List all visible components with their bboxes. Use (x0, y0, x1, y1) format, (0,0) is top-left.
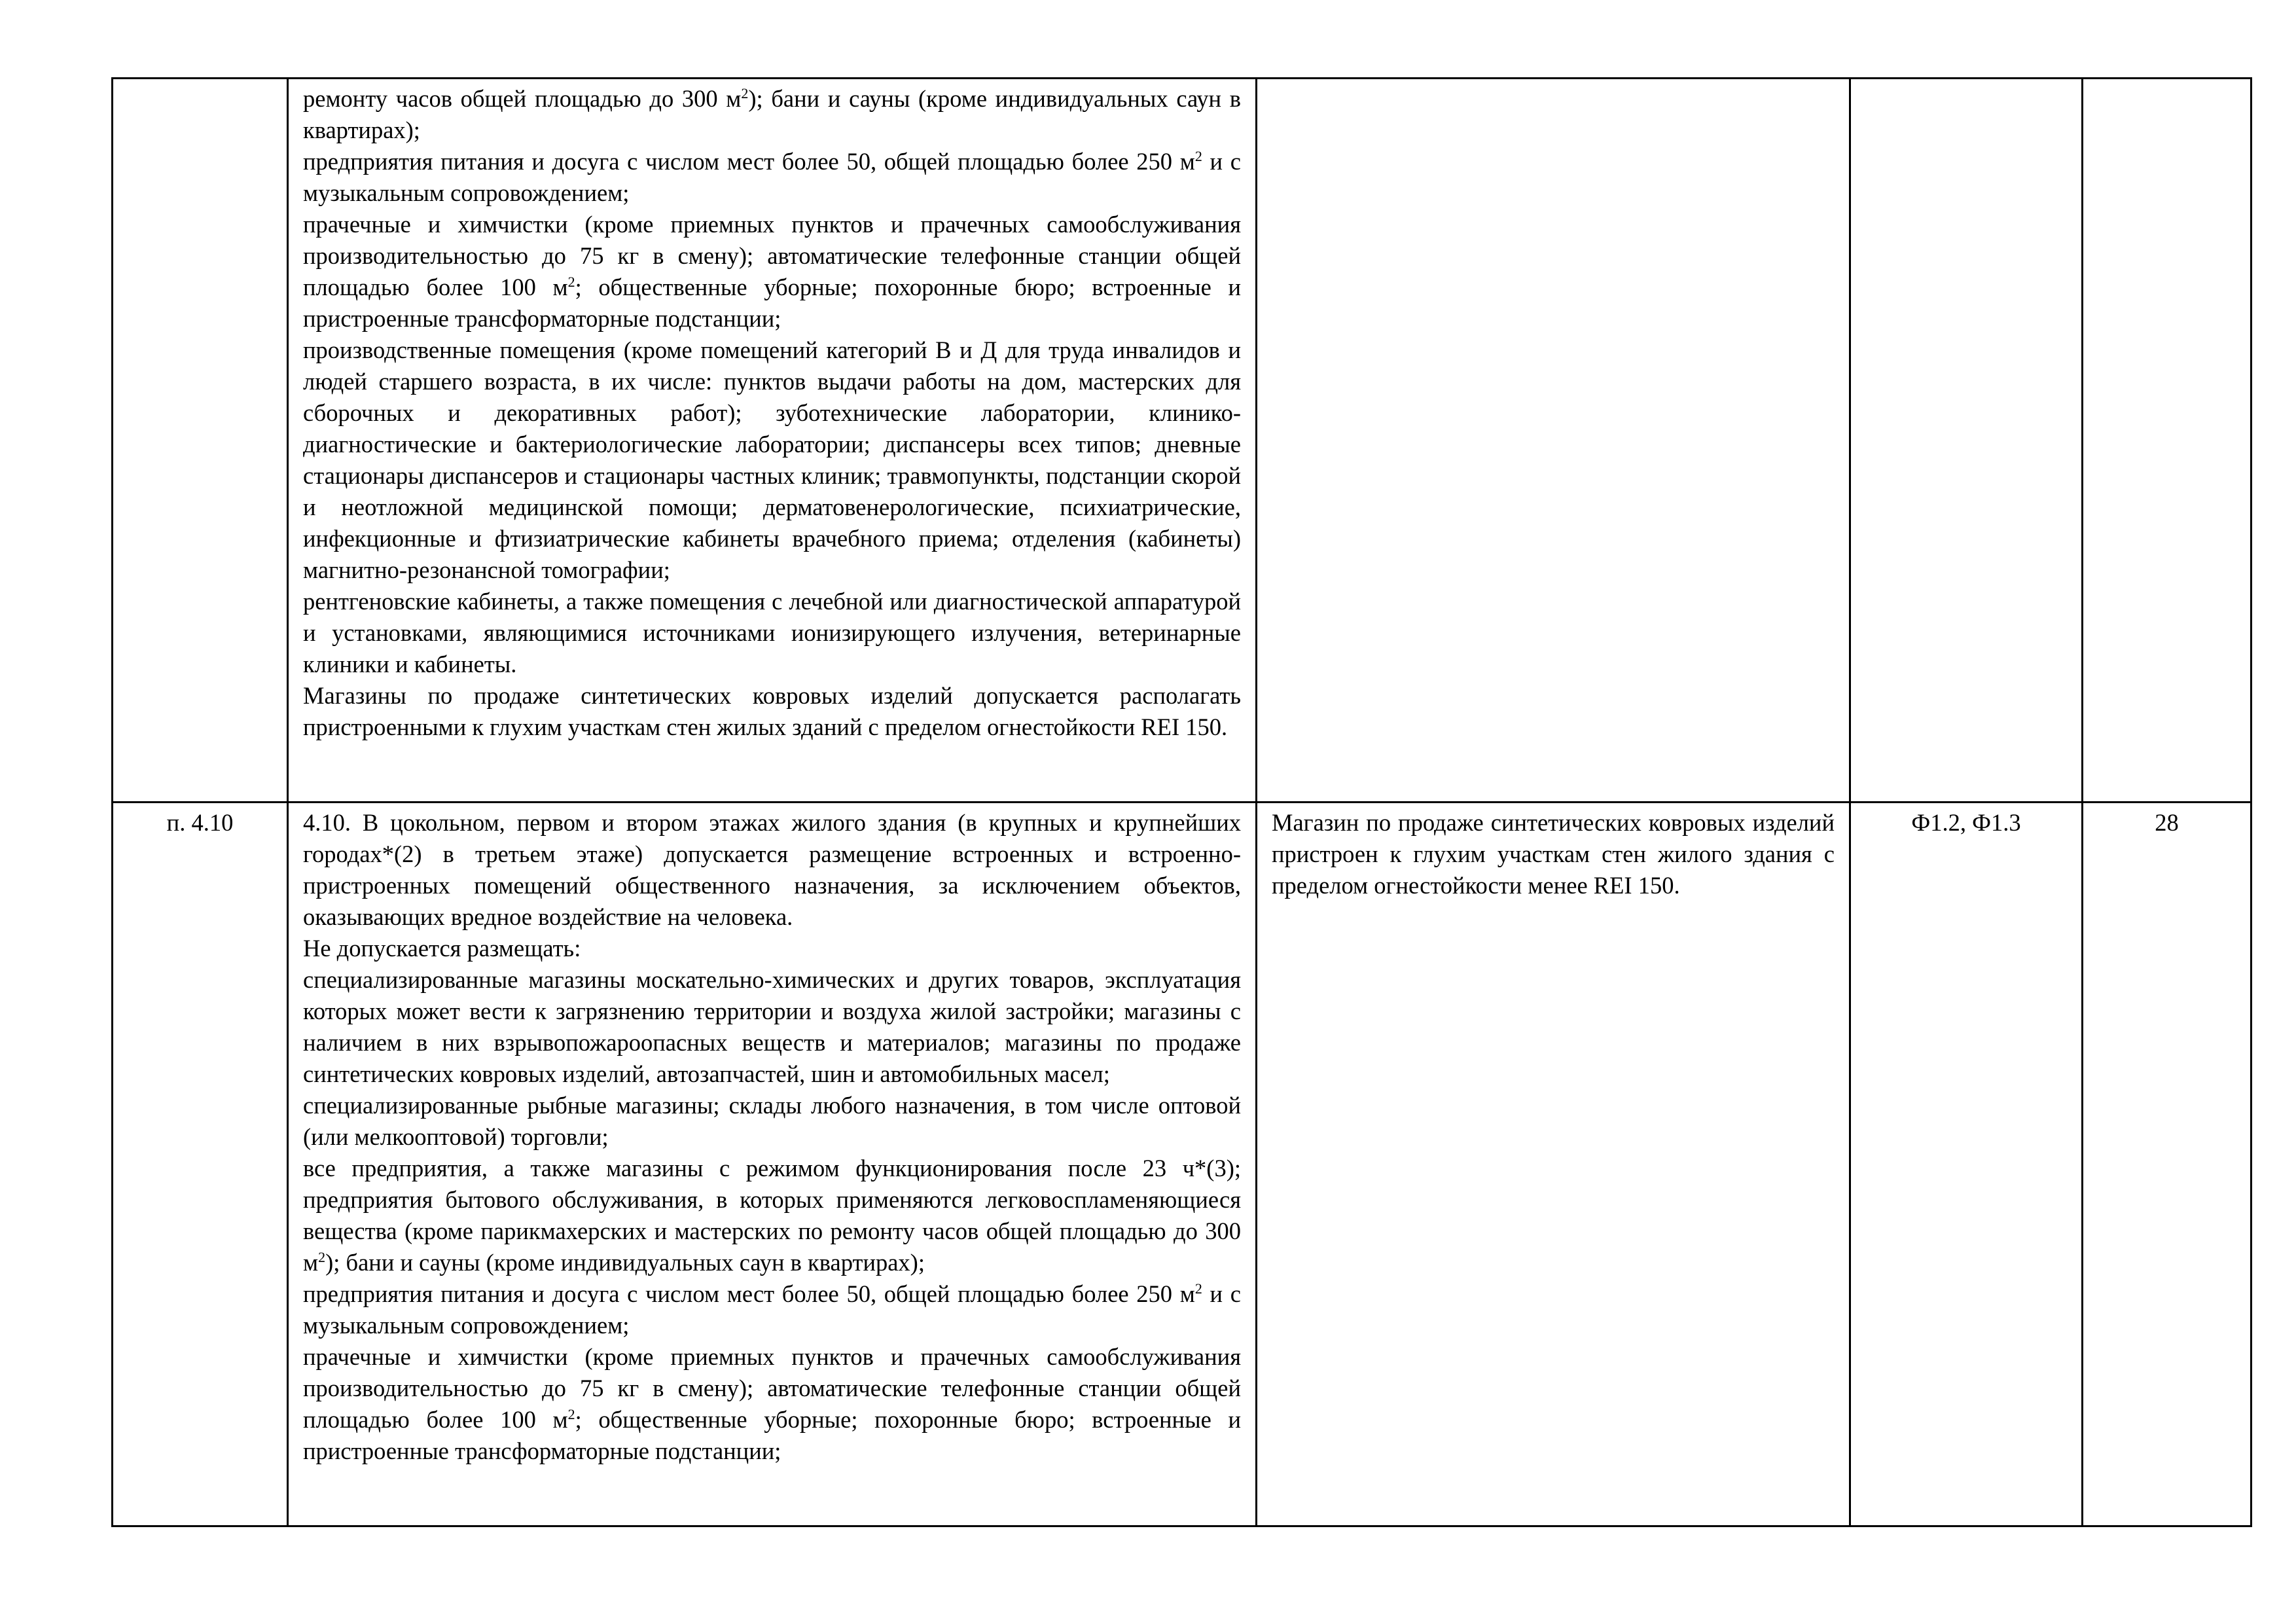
requirement-text-cell (288, 79, 1257, 803)
text-run: все предприятия, а также магазины с режимом функционирования после 23 ч*(3); предприятия бытового обслуживания, в которых применяются легковоспламеняющиеся вещества (кроме парикмахерских и мастерских по ремонту часов общей площадью до 300 м (303, 1155, 1241, 1276)
requirement-text-cell (288, 803, 1257, 1526)
paragraph (303, 807, 1241, 933)
number-cell (2083, 79, 2251, 803)
text-run: 4.10. В цокольном, первом и втором этажах жилого здания (в крупных и крупнейших городах*(2) в третьем этаже) допускается размещение встроенных и встроенно-пристроенных помещений общественного назначения, за исключением объектов, оказывающих вредное воздействие на человека. (303, 809, 1241, 930)
paragraph (303, 680, 1241, 743)
violation-description-cell: Магазин по продаже синтетических ковровых изделий пристроен к глухим участкам стен жилого здания с пределом огнестойкости менее REI 150. (1257, 803, 1850, 1526)
classification-cell (1850, 79, 2083, 803)
superscript: 2 (1194, 1280, 1202, 1297)
clause-ref-cell (113, 79, 288, 803)
superscript: 2 (1194, 147, 1202, 164)
text-run: ремонту часов общей площадью до 300 м (303, 85, 742, 112)
paragraph (303, 1341, 1241, 1467)
table-row (113, 803, 2251, 1526)
superscript: 2 (567, 273, 575, 290)
text-run: Не допускается размещать: (303, 935, 581, 962)
classification-cell: Ф1.2, Ф1.3 (1850, 803, 2083, 1526)
text-run: прачечные и химчистки (кроме приемных пунктов и прачечных самообслуживания производительностью до 75 кг в смену); автоматические телефонные станции общей площадью более 100 м (303, 1343, 1241, 1433)
superscript: 2 (318, 1248, 326, 1265)
superscript: 2 (741, 84, 749, 101)
text-run: и с музыкальным сопровождением; (303, 1280, 1241, 1339)
text-run: производственные помещения (кроме помещений категорий В и Д для труда инвалидов и людей старшего возраста, в их числе: пунктов выдачи работы на дом, мастерских для сборочных и декоративных работ); зуботехнические лаборатории, клинико-диагностические и бактериологические лаборатории; диспансеры всех типов; дневные стационары диспансеров и стационары частных клиник; травмопункты, подстанции скорой и неотложной медицинской помощи; дерматовенерологические, психиатрические, инфекционные и фтизиатрические кабинеты врачебного приема; отделения (кабинеты) магнитно-резонансной томографии; (303, 336, 1241, 583)
paragraph (303, 933, 1241, 964)
text-run: специализированные рыбные магазины; склады любого назначения, в том числе оптовой (или мелкооптовой) торговли; (303, 1092, 1241, 1150)
paragraph (303, 83, 1241, 146)
text-run: ); бани и сауны (кроме индивидуальных саун в квартирах); (325, 1249, 925, 1276)
text-run: рентгеновские кабинеты, а также помещения с лечебной или диагностической аппаратурой и установками, являющимися источниками ионизирующего излучения, ветеринарные клиники и кабинеты. (303, 588, 1241, 677)
paragraph (303, 334, 1241, 586)
text-run: предприятия питания и досуга с числом мест более 50, общей площадью более 250 м (303, 148, 1195, 175)
text-run: ; общественные уборные; похоронные бюро; встроенные и пристроенные трансформаторные подстанции; (303, 274, 1242, 332)
superscript: 2 (567, 1405, 575, 1422)
text-run: специализированные магазины москательно-химических и других товаров, эксплуатация которых может вести к загрязнению территории и воздуха жилой застройки; магазины с наличием в них взрывопожароопасных веществ и материалов; магазины по продаже синтетических ковровых изделий, автозапчастей, шин и автомобильных масел; (303, 966, 1241, 1087)
table-row (113, 79, 2251, 803)
paragraph (303, 586, 1241, 680)
clause-ref-cell: п. 4.10 (113, 803, 288, 1526)
text-run: ; общественные уборные; похоронные бюро; встроенные и пристроенные трансформаторные подстанции; (303, 1406, 1242, 1464)
paragraph (303, 1090, 1241, 1153)
norms-table (111, 77, 2252, 1527)
text-run: прачечные и химчистки (кроме приемных пунктов и прачечных самообслуживания производительностью до 75 кг в смену); автоматические телефонные станции общей площадью более 100 м (303, 211, 1241, 300)
paragraph (303, 1153, 1241, 1278)
text-run: предприятия питания и досуга с числом мест более 50, общей площадью более 250 м (303, 1280, 1195, 1307)
text-run: и с музыкальным сопровождением; (303, 148, 1241, 206)
violation-description-cell (1257, 79, 1850, 803)
paragraph (303, 964, 1241, 1090)
paragraph (303, 146, 1241, 209)
text-run: Магазины по продаже синтетических ковровых изделий допускается располагать пристроенными к глухим участкам стен жилых зданий с пределом огнестойкости REI 150. (303, 682, 1241, 740)
paragraph (303, 1278, 1241, 1341)
number-cell: 28 (2083, 803, 2251, 1526)
paragraph (303, 209, 1241, 334)
text-run: ); бани и сауны (кроме индивидуальных саун в квартирах); (303, 85, 1241, 143)
